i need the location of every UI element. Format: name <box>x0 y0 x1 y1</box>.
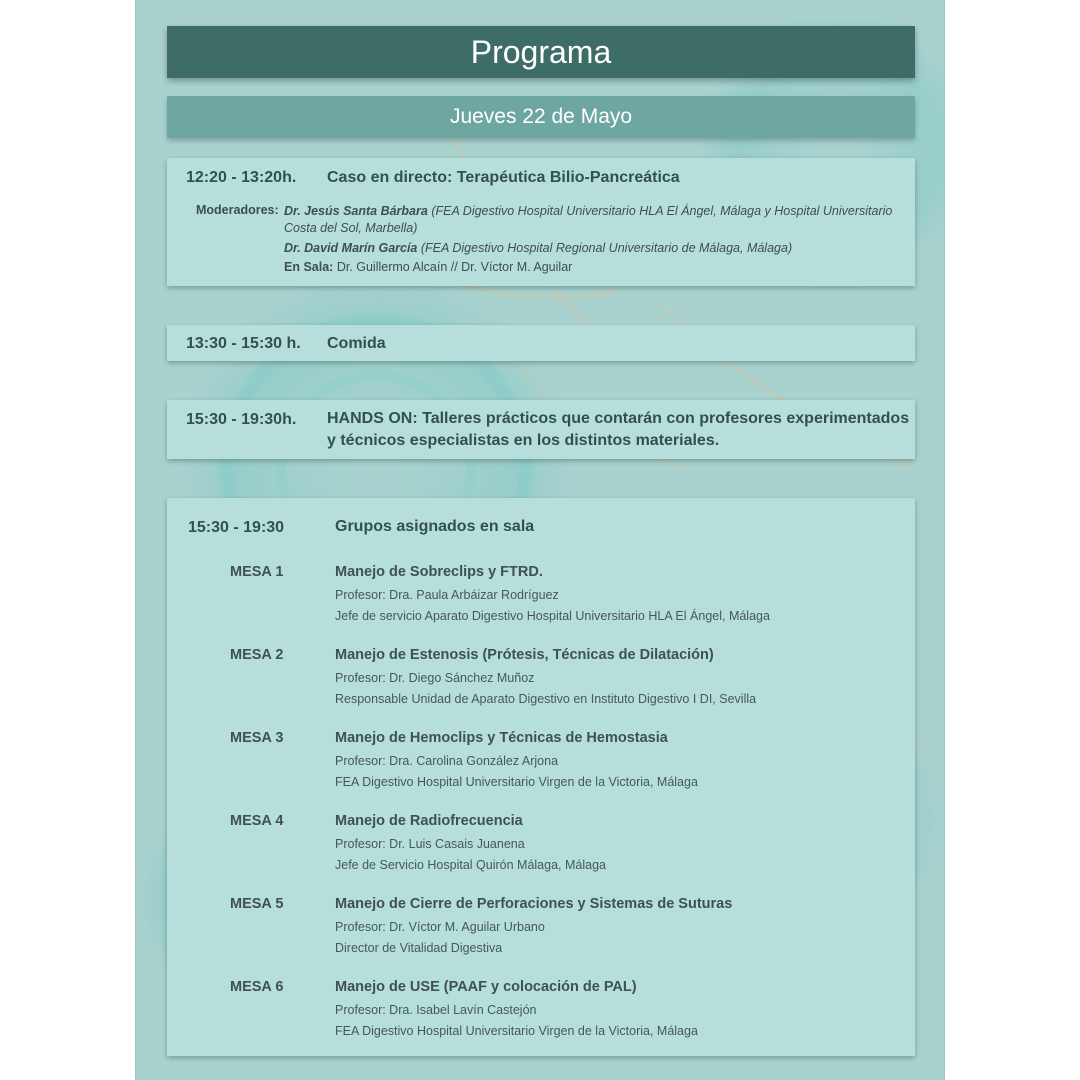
session-time: 12:20 - 13:20h. <box>186 169 297 186</box>
moderator-2-name: Dr. David Marín García <box>284 241 418 255</box>
session-time: 15:30 - 19:30h. <box>186 411 297 428</box>
en-sala-text: Dr. Guillermo Alcaín // Dr. Víctor M. Aguilar <box>336 260 573 274</box>
mesa-label: MESA 3 <box>230 730 284 746</box>
session-panel-live-case <box>167 158 915 286</box>
moderator-2-detail: (FEA Digestivo Hospital Regional Universitario de Málaga, Málaga) <box>420 241 793 255</box>
mesa-profesor: Profesor: Dra. Carolina González Arjona <box>335 754 559 768</box>
mesa-label: MESA 5 <box>230 896 284 912</box>
session-panel-lunch <box>167 325 915 361</box>
mesa-cargo: Director de Vitalidad Digestiva <box>335 941 503 955</box>
session-panel-groups <box>167 498 915 1056</box>
mesa-title: Manejo de Hemoclips y Técnicas de Hemostasia <box>335 730 668 746</box>
mesa-profesor: Profesor: Dr. Diego Sánchez Muñoz <box>335 671 535 685</box>
mesa-profesor: Profesor: Dra. Isabel Lavín Castejón <box>335 1003 537 1017</box>
session-title: Caso en directo: Terapéutica Bilio-Pancreática <box>327 169 680 186</box>
mesa-title: Manejo de Sobreclips y FTRD. <box>335 564 543 580</box>
moderator-1-detail: (FEA Digestivo Hospital Universitario HLA El Ángel, Málaga y Hospital Universitario Costa del Sol, Marbella) <box>284 204 893 235</box>
mesa-label: MESA 2 <box>230 647 284 663</box>
moderator-1-name: Dr. Jesús Santa Bárbara <box>284 204 428 218</box>
en-sala-label: En Sala: <box>284 260 334 274</box>
moderator-1 <box>284 203 904 237</box>
day-heading: Jueves 22 de Mayo <box>167 96 915 138</box>
mesa-profesor: Profesor: Dra. Paula Arbáizar Rodríguez <box>335 588 559 602</box>
mesa-label: MESA 1 <box>230 564 284 580</box>
mesa-cargo: Jefe de Servicio Hospital Quirón Málaga, Málaga <box>335 858 606 872</box>
mesa-cargo: FEA Digestivo Hospital Universitario Virgen de la Victoria, Málaga <box>335 775 698 789</box>
mesa-label: MESA 4 <box>230 813 284 829</box>
session-time: 15:30 - 19:30 <box>188 519 285 536</box>
mesa-title: Manejo de Radiofrecuencia <box>335 813 523 829</box>
mesa-title: Manejo de USE (PAAF y colocación de PAL) <box>335 979 637 995</box>
session-title-line-1: HANDS ON: Talleres prácticos que contarán con profesores experimentados <box>327 410 910 427</box>
mesa-profesor: Profesor: Dr. Luis Casais Juanena <box>335 837 525 851</box>
session-title-line-2: y técnicos especialistas en los distintos materiales. <box>327 432 720 449</box>
mesa-cargo: Jefe de servicio Aparato Digestivo Hospital Universitario HLA El Ángel, Málaga <box>335 609 770 623</box>
mesa-label: MESA 6 <box>230 979 284 995</box>
program-poster <box>135 0 945 1080</box>
session-time: 13:30 - 15:30 h. <box>186 335 301 352</box>
mesa-title: Manejo de Estenosis (Prótesis, Técnicas de Dilatación) <box>335 647 714 663</box>
session-title: Comida <box>327 335 386 352</box>
moderators-label: Moderadores: <box>196 203 279 217</box>
en-sala <box>284 260 572 274</box>
session-title: Grupos asignados en sala <box>335 518 535 535</box>
session-panel-hands-on <box>167 400 915 459</box>
moderator-2 <box>284 240 904 257</box>
mesa-title: Manejo de Cierre de Perforaciones y Sistemas de Suturas <box>335 896 733 912</box>
mesa-cargo: FEA Digestivo Hospital Universitario Virgen de la Victoria, Málaga <box>335 1024 698 1038</box>
mesa-cargo: Responsable Unidad de Aparato Digestivo en Instituto Digestivo I DI, Sevilla <box>335 692 757 706</box>
page-title: Programa <box>167 26 915 78</box>
mesa-profesor: Profesor: Dr. Víctor M. Aguilar Urbano <box>335 920 545 934</box>
